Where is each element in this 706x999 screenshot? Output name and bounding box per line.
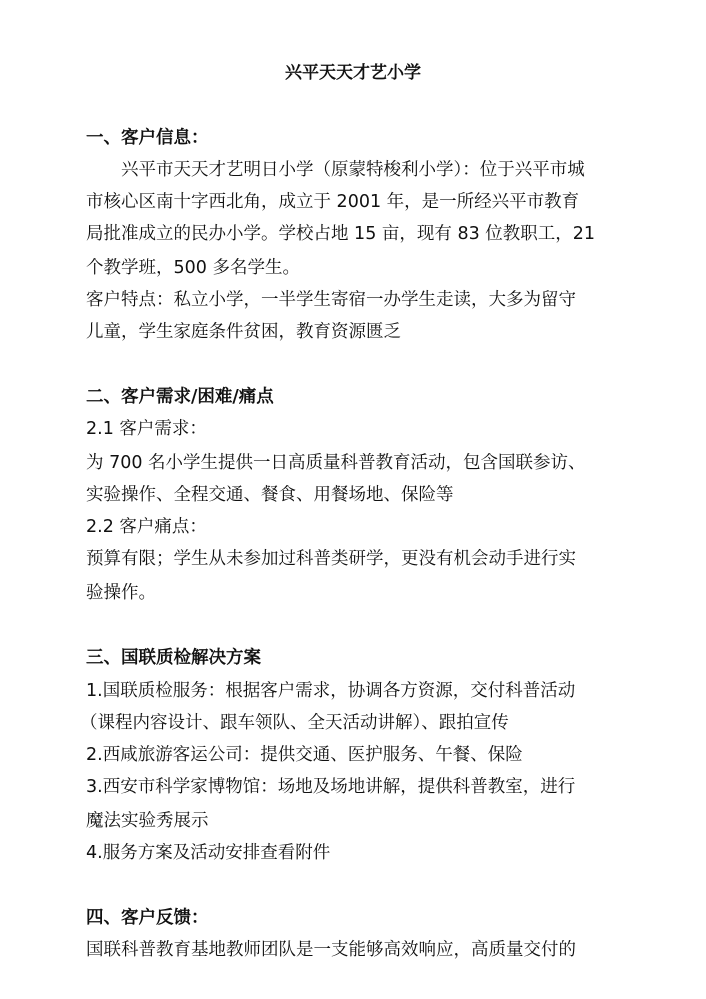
section-heading-solution: 三、国联质检解决方案 bbox=[86, 648, 261, 668]
paragraph-line: 客户特点：私立小学，一半学生寄宿一办学生走读，大多为留守 bbox=[86, 290, 576, 310]
paragraph-line: 2.2 客户痛点： bbox=[86, 517, 207, 537]
paragraph-line: 3.西安市科学家博物馆：场地及场地讲解，提供科普教室，进行 bbox=[86, 777, 576, 797]
paragraph-line: 2.1 客户需求： bbox=[86, 419, 207, 439]
paragraph-line: （课程内容设计、跟车领队、全天活动讲解）、跟拍宣传 bbox=[80, 713, 509, 733]
paragraph-line: 4.服务方案及活动安排查看附件 bbox=[86, 843, 331, 863]
paragraph-line: 实验操作、全程交通、餐食、用餐场地、保险等 bbox=[86, 485, 454, 505]
paragraph-line: 个教学班，500 多名学生。 bbox=[86, 258, 300, 278]
paragraph-line: 兴平市天天才艺明日小学（原蒙特梭利小学）：位于兴平市城 bbox=[121, 160, 585, 180]
paragraph-line: 验操作。 bbox=[86, 583, 156, 603]
paragraph-line: 魔法实验秀展示 bbox=[86, 811, 209, 831]
section-heading-customer-needs: 二、客户需求/困难/痛点 bbox=[86, 387, 274, 407]
paragraph-line: 局批准成立的民办小学。学校占地 15 亩，现有 83 位教职工，21 bbox=[86, 224, 596, 244]
paragraph-line: 市核心区南十字西北角，成立于 2001 年，是一所经兴平市教育 bbox=[86, 192, 580, 212]
paragraph-line: 预算有限；学生从未参加过科普类研学，更没有机会动手进行实 bbox=[86, 549, 576, 569]
paragraph-line: 为 700 名小学生提供一日高质量科普教育活动，包含国联参访、 bbox=[86, 453, 586, 473]
paragraph-line: 儿童，学生家庭条件贫困，教育资源匮乏 bbox=[86, 322, 401, 342]
paragraph-line: 1.国联质检服务：根据客户需求，协调各方资源，交付科普活动 bbox=[86, 681, 576, 701]
document-title: 兴平天天才艺小学 bbox=[285, 63, 421, 83]
section-heading-customer-info: 一、客户信息： bbox=[86, 128, 209, 148]
section-heading-feedback: 四、客户反馈： bbox=[86, 908, 209, 928]
paragraph-line: 2.西咸旅游客运公司：提供交通、医护服务、午餐、保险 bbox=[86, 745, 523, 765]
paragraph-line: 国联科普教育基地教师团队是一支能够高效响应，高质量交付的 bbox=[86, 940, 576, 960]
